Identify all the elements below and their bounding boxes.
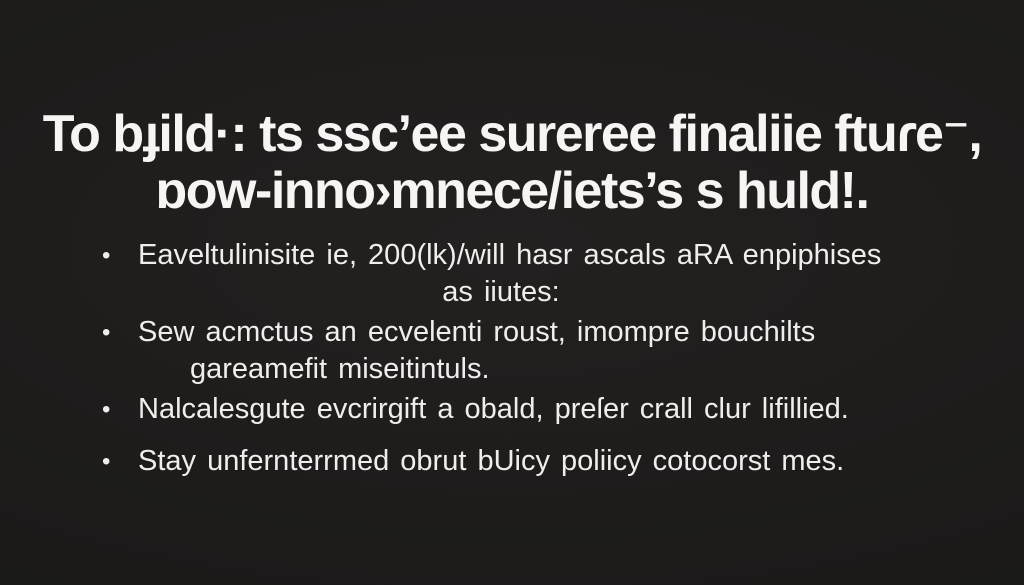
bullet-line-2: as iiutes: — [442, 276, 560, 308]
bullet-list — [102, 237, 954, 480]
bullet-text — [138, 443, 954, 480]
title-line-1: To bɟild·: ts ssc’ee sureree finaliie ftuɾe⁻, — [42, 105, 982, 163]
bullet-item — [102, 443, 954, 480]
bullet-item — [102, 237, 954, 311]
bullet-item — [102, 314, 954, 388]
bullet-line-1: Nalcalesgute evcrirgift a obald, preſer crall clur lifillied. — [138, 393, 849, 425]
bullet-marker-icon: • — [102, 396, 111, 423]
bullet-text — [138, 391, 954, 428]
bullet-item — [102, 391, 954, 428]
bullet-line-1: Sew acmctus an ecvelenti roust, imompre bouchilts — [138, 316, 816, 348]
bullet-marker-icon: • — [102, 448, 111, 475]
bullet-marker-icon: • — [102, 319, 111, 346]
bullet-text — [138, 314, 954, 388]
slide-title — [0, 0, 1024, 220]
bullet-marker-icon: • — [102, 242, 111, 269]
bullet-line-1: Stay unfernterrmed obrut bUicy poliicy cotocorst mes. — [138, 445, 845, 477]
bullet-line-2: gareameﬁt miseitintuls. — [190, 353, 490, 385]
bullet-line-1: Eaveltulinisite ie, 200(lk)/will hasr ascals aRA enpiphises — [138, 239, 882, 271]
bullet-text — [138, 237, 954, 311]
title-line-2: ɒow-inno›mnece/iets’s s huld!. — [155, 162, 869, 220]
